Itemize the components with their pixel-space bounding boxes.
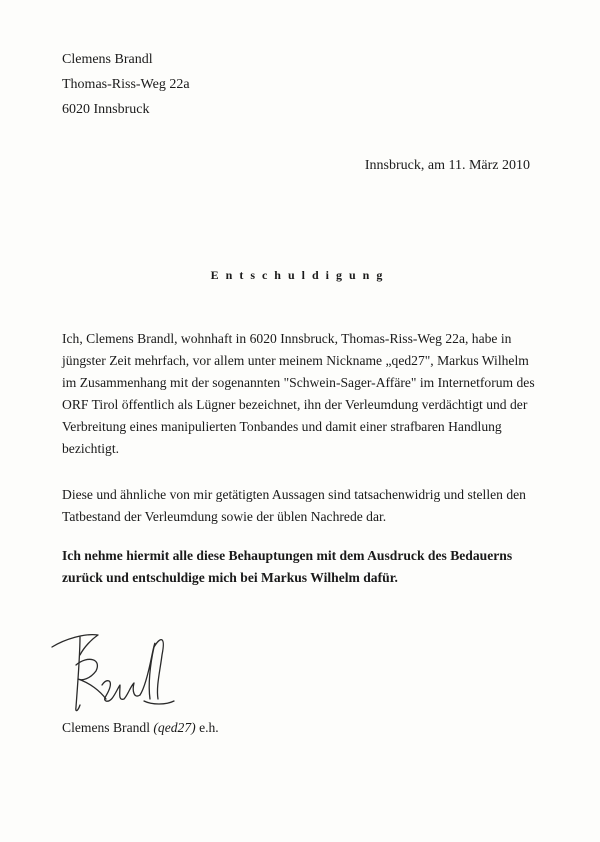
paragraph-retraction [62,545,540,589]
signer-nickname: (qed27) [153,720,196,735]
text-line: Tatbestand der Verleumdung sowie der üblen Nachrede dar. [62,509,387,524]
text-line: jüngster Zeit mehrfach, vor allem unter meinem Nickname „qed27", Markus Wilhelm [62,353,529,368]
text-line: ORF Tirol öffentlich als Lügner bezeichnet, ihn der Verleumdung verdächtigt und der [62,397,528,412]
letter-title: Entschuldigung [210,268,390,282]
text-line: Ich, Clemens Brandl, wohnhaft in 6020 Innsbruck, Thomas-Riss-Weg 22a, habe in [62,331,512,346]
paragraph-admission [62,484,540,528]
text-line: Verbreitung eines manipulierten Tonbandes und damit einer strafbaren Handlung [62,419,502,434]
sender-street: Thomas-Riss-Weg 22a [62,77,190,92]
text-line: Diese und ähnliche von mir getätigten Aussagen sind tatsachenwidrig und stellen den [62,487,526,502]
sender-name: Clemens Brandl [62,52,153,67]
text-line: bezichtigt. [62,441,119,456]
place-date: Innsbruck, am 11. März 2010 [364,158,530,173]
signer-name: Clemens Brandl [62,720,150,735]
sender-address [62,47,190,122]
handwritten-signature-icon [40,625,180,725]
text-line: im Zusammenhang mit der sogenannten "Schwein-Sager-Affäre" im Internetforum des [62,375,535,390]
paragraph-statement [62,328,540,460]
signer-line [62,720,219,736]
text-line: zurück und entschuldige mich bei Markus Wilhelm dafür. [62,570,398,585]
sender-city: 6020 Innsbruck [62,102,150,117]
text-line: Ich nehme hiermit alle diese Behauptungen mit dem Ausdruck des Bedauerns [62,548,513,563]
signer-suffix: e.h. [199,720,219,735]
